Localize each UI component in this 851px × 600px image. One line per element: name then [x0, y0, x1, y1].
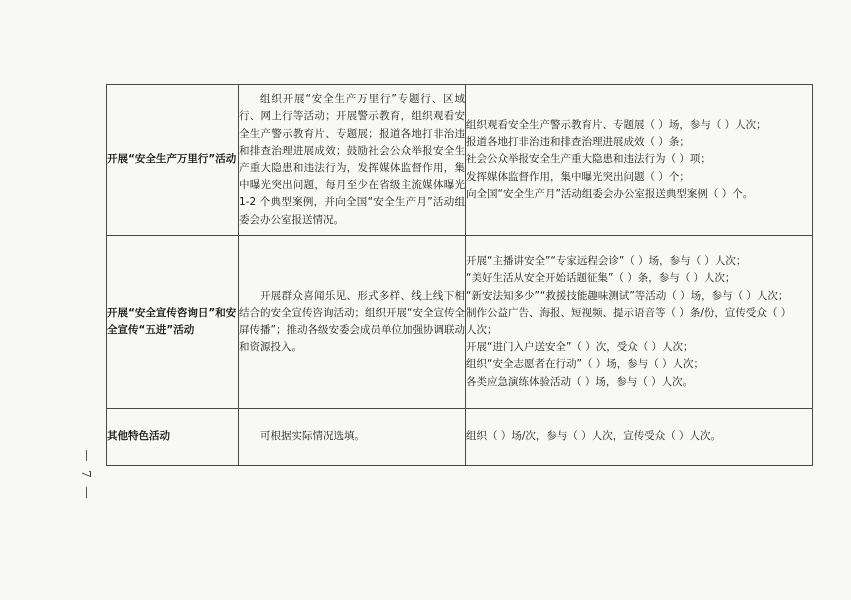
- table-row: [107, 236, 813, 409]
- stat-line: 社会公众举报安全生产重大隐患和违法行为（ ）项；: [466, 153, 711, 166]
- stat-line: 组织观看安全生产警示教育片、专题展（ ）场，参与（ ）人次；: [466, 118, 767, 131]
- activity-description-cell: [239, 409, 466, 466]
- stat-line: “新安法知多少”“救援技能趣味测试”等活动（ ）场，参与（ ）人次；: [466, 289, 789, 302]
- activity-name-cell: 其他特色活动: [107, 409, 239, 466]
- stat-line: 开展“主播讲安全”“专家远程会诊”（ ）场，参与（ ）人次；: [466, 255, 747, 268]
- stat-line: 开展“进门入户送安全”（ ）次，受众（ ）人次；: [466, 341, 694, 354]
- activity-description-cell: [239, 85, 466, 236]
- stat-line: 组织“安全志愿者在行动”（ ）场，参与（ ）人次；: [466, 358, 705, 371]
- activity-stats-cell: [466, 85, 813, 236]
- stat-line: 报道各地打非治违和排查治理进展成效（ ）条；: [466, 136, 690, 149]
- activity-description-cell: [239, 236, 466, 409]
- stat-line: 人次；: [466, 324, 498, 336]
- activity-description-text: 可根据实际情况选填。: [260, 430, 365, 443]
- stat-line: 向全国“安全生产月”活动组委会办公室报送典型案例（ ）个。: [466, 187, 754, 200]
- stat-line: 组织（ ）场/次，参与（ ）人次，宣传受众（ ）人次。: [466, 430, 722, 443]
- activity-name-cell: 开展“安全宣传咨询日”和安全宣传“五进”活动: [107, 236, 239, 409]
- activity-description-text: 开展群众喜闻乐见、形式多样、线上线下相结合的安全宣传咨询活动；组织开展“安全宣传全屏传播”；推动各级安委会成员单位加强协调联动和资源投入。: [239, 289, 465, 354]
- stat-line: 制作公益广告、海报、短视频、提示语音等（ ）条/份，宣传受众（ ）: [466, 306, 792, 319]
- activity-stats-cell: [466, 236, 813, 409]
- activity-table: [106, 84, 813, 466]
- activity-stats-cell: [466, 409, 813, 466]
- stat-line: 发挥媒体监督作用，集中曝光突出问题（ ）个；: [466, 170, 690, 183]
- page-number-dash: [86, 487, 87, 498]
- stat-line: 各类应急演练体验活动（ ）场，参与（ ）人次。: [466, 375, 694, 388]
- stat-line: “美好生活从安全开始话题征集”（ ）条，参与（ ）人次；: [466, 272, 736, 285]
- page-number-text: 7: [78, 470, 93, 478]
- table-row: [107, 409, 813, 466]
- page-number-dash: [86, 450, 87, 461]
- activity-description-text: 组织开展“安全生产万里行”专题行、区域行、网上行等活动；开展警示教育，组织观看安全生产警示教育片、专题展；报道各地打非治违和排查治理进展成效；鼓励社会公众举报安全生产重大隐患和违法行为，发挥媒体监督作用，集中曝光突出问题，每月至少在省级主流媒体曝光 1-2 个典型案例，并向全国“安全生产月”活动组委会办公室报送情况。: [239, 93, 465, 226]
- activity-name-cell: 开展“安全生产万里行”活动: [107, 85, 239, 236]
- table-row: [107, 85, 813, 236]
- page-number: [78, 450, 94, 506]
